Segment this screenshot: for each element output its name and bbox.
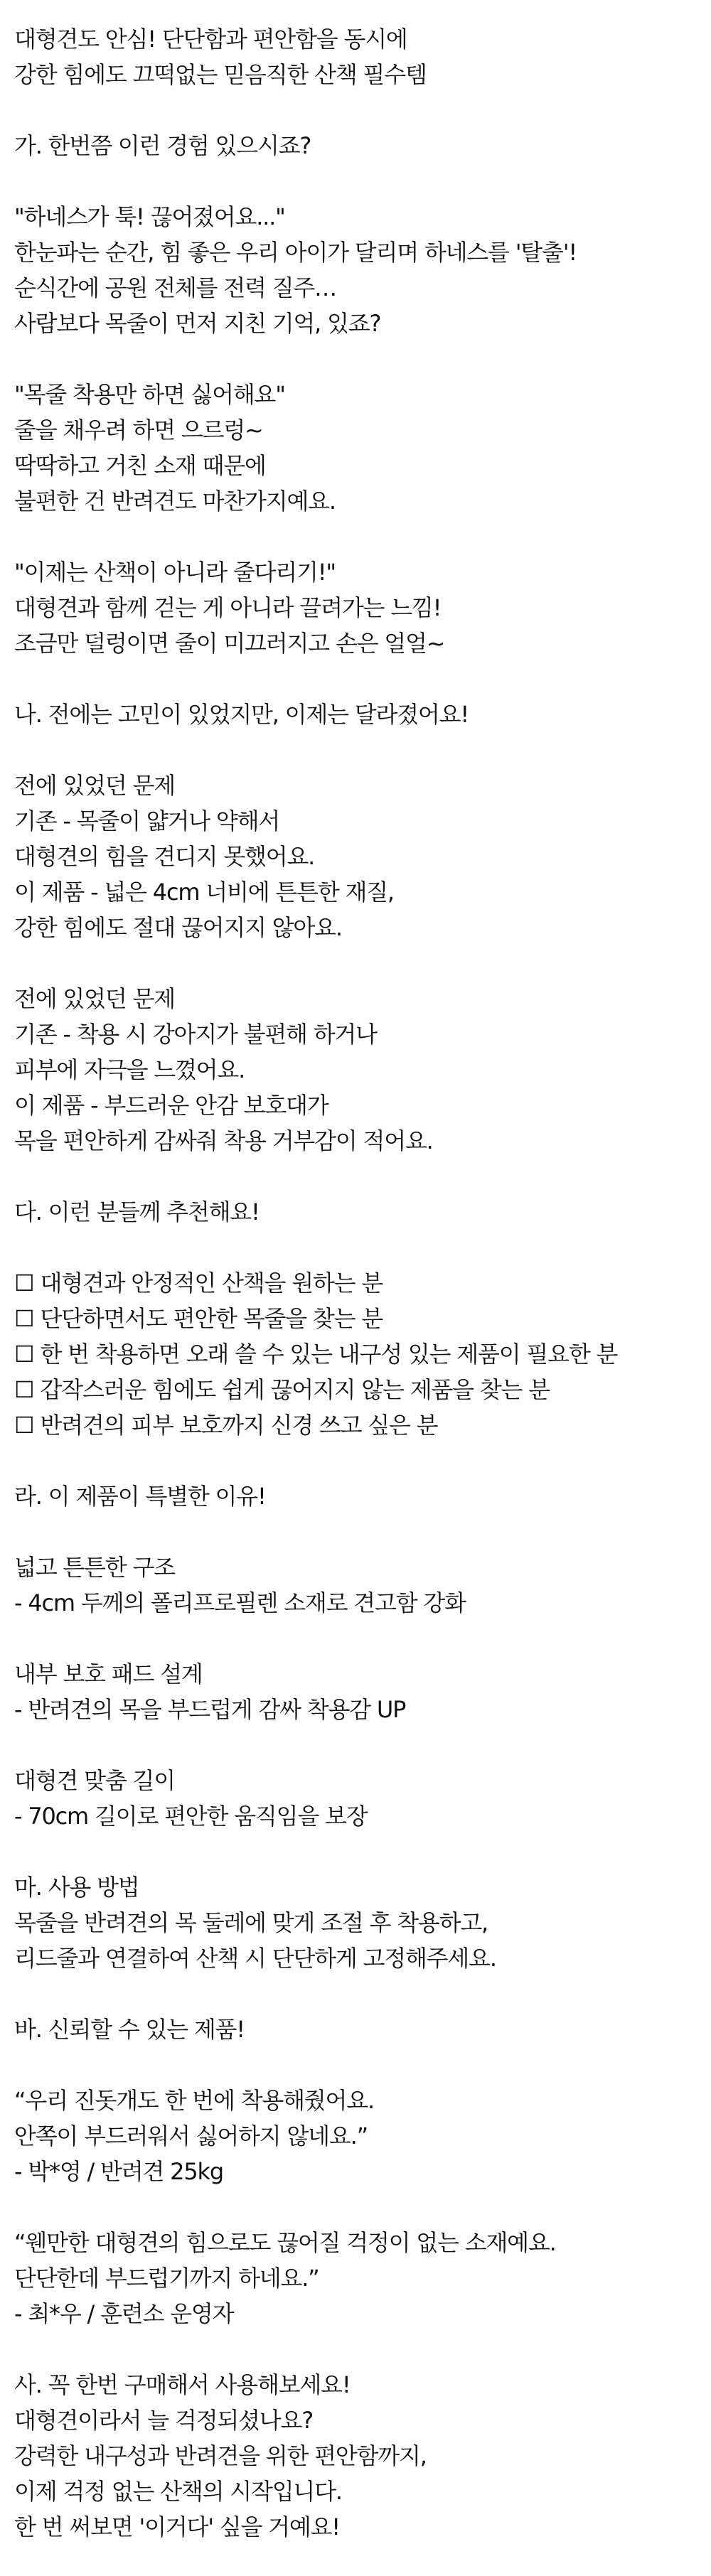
section-reviews — [14, 2012, 711, 2331]
experience-quote: "목줄 착용만 하면 싫어해요" — [14, 381, 285, 408]
checklist-item: ☐ 대형견과 안정적인 산책을 원하는 분 — [14, 1270, 383, 1297]
feature-desc: - 70cm 길이로 편안한 움직임을 보장 — [14, 1803, 368, 1830]
problem-text: 이 제품 - 부드러운 안감 보호대가 — [14, 1092, 328, 1119]
review-text: “우리 진돗개도 한 번에 착용해줬어요. — [14, 2087, 374, 2114]
cta-text: 이제 걱정 없는 산책의 시작입니다. — [14, 2478, 342, 2505]
section-heading: 다. 이런 분들께 추천해요! — [14, 1198, 260, 1225]
checklist-item: ☐ 갑작스러운 힘에도 쉽게 끊어지지 않는 제품을 찾는 분 — [14, 1376, 550, 1403]
section-experiences — [14, 128, 711, 661]
experience-text: 딱딱하고 거친 소재 때문에 — [14, 452, 266, 479]
checklist-item: ☐ 단단하면서도 편안한 목줄을 찾는 분 — [14, 1305, 383, 1332]
review-author: - 박*영 / 반려견 25kg — [14, 2158, 223, 2185]
section-usage — [14, 1869, 711, 1976]
section-heading: 가. 한번쯤 이런 경험 있으시죠? — [14, 132, 311, 159]
cta-text: 대형견이라서 늘 걱정되셨나요? — [14, 2407, 313, 2434]
review-text: “웬만한 대형견의 힘으로도 끊어질 걱정이 없는 소재예요. — [14, 2229, 556, 2256]
section-features — [14, 1478, 711, 1834]
experience-text: 순식간에 공원 전체를 전력 질주… — [14, 274, 336, 301]
problem-text: 피부에 자극을 느꼈어요. — [14, 1056, 245, 1083]
feature-desc: - 4cm 두께의 폴리프로필렌 소재로 견고함 강화 — [14, 1589, 466, 1616]
section-before-after — [14, 697, 711, 1159]
section-heading: 바. 신뢰할 수 있는 제품! — [14, 2016, 245, 2043]
checklist-item: ☐ 한 번 착용하면 오래 쓸 수 있는 내구성 있는 제품이 필요한 분 — [14, 1341, 618, 1368]
intro-subheadline: 강한 힘에도 끄떡없는 믿음직한 산책 필수템 — [14, 61, 427, 88]
section-heading: 나. 전에는 고민이 있었지만, 이제는 달라졌어요! — [14, 701, 469, 728]
review-text: 단단한데 부드럽기까지 하네요.” — [14, 2265, 319, 2292]
section-call-to-action — [14, 2367, 711, 2545]
problem-text: 기존 - 착용 시 강아지가 불편해 하거나 — [14, 1021, 377, 1048]
review-text: 안쪽이 부드러워서 싫어하지 않네요.” — [14, 2122, 368, 2150]
experience-text: 조금만 덜렁이면 줄이 미끄러지고 손은 얼얼~ — [14, 630, 445, 657]
experience-text: 한눈파는 순간, 힘 좋은 우리 아이가 달리며 하네스를 '탈출'! — [14, 239, 577, 266]
problem-text: 목을 편안하게 감싸줘 착용 거부감이 적어요. — [14, 1127, 433, 1154]
feature-title: 대형견 맞춤 길이 — [14, 1767, 175, 1794]
section-recommendation — [14, 1194, 711, 1443]
feature-title: 내부 보호 패드 설계 — [14, 1660, 203, 1687]
problem-title: 전에 있었던 문제 — [14, 985, 175, 1012]
section-heading: 마. 사용 방법 — [14, 1874, 139, 1901]
review-author: - 최*우 / 훈련소 운영자 — [14, 2300, 234, 2327]
intro-block — [14, 21, 711, 92]
experience-text: 줄을 채우려 하면 으르렁~ — [14, 417, 263, 444]
experience-quote: "이제는 산책이 아니라 줄다리기!" — [14, 559, 336, 586]
experience-text: 대형견과 함께 걷는 게 아니라 끌려가는 느낌! — [14, 594, 442, 621]
problem-text: 대형견의 힘을 견디지 못했어요. — [14, 843, 315, 870]
section-heading: 사. 꼭 한번 구매해서 사용해보세요! — [14, 2371, 351, 2398]
usage-text: 목줄을 반려견의 목 둘레에 맞게 조절 후 착용하고, — [14, 1909, 488, 1936]
checklist-item: ☐ 반려견의 피부 보호까지 신경 쓰고 싶은 분 — [14, 1412, 438, 1439]
cta-text: 강력한 내구성과 반려견을 위한 편안함까지, — [14, 2442, 427, 2469]
experience-text: 사람보다 목줄이 먼저 지친 기억, 있죠? — [14, 310, 381, 337]
usage-text: 리드줄과 연결하여 산책 시 단단하게 고정해주세요. — [14, 1945, 496, 1972]
problem-text: 기존 - 목줄이 얇거나 약해서 — [14, 807, 280, 834]
intro-headline: 대형견도 안심! 단단함과 편안함을 동시에 — [14, 26, 407, 53]
cta-text: 한 번 써보면 '이거다' 싶을 거예요! — [14, 2513, 340, 2540]
problem-text: 이 제품 - 넓은 4cm 너비에 튼튼한 재질, — [14, 879, 394, 906]
feature-title: 넓고 튼튼한 구조 — [14, 1554, 175, 1581]
problem-text: 강한 힘에도 절대 끊어지지 않아요. — [14, 914, 342, 941]
feature-desc: - 반려견의 목을 부드럽게 감싸 착용감 UP — [14, 1696, 406, 1723]
experience-text: 불편한 건 반려견도 마찬가지예요. — [14, 488, 336, 515]
section-heading: 라. 이 제품이 특별한 이유! — [14, 1483, 266, 1510]
experience-quote: "하네스가 툭! 끊어졌어요..." — [14, 203, 285, 230]
problem-title: 전에 있었던 문제 — [14, 772, 175, 799]
